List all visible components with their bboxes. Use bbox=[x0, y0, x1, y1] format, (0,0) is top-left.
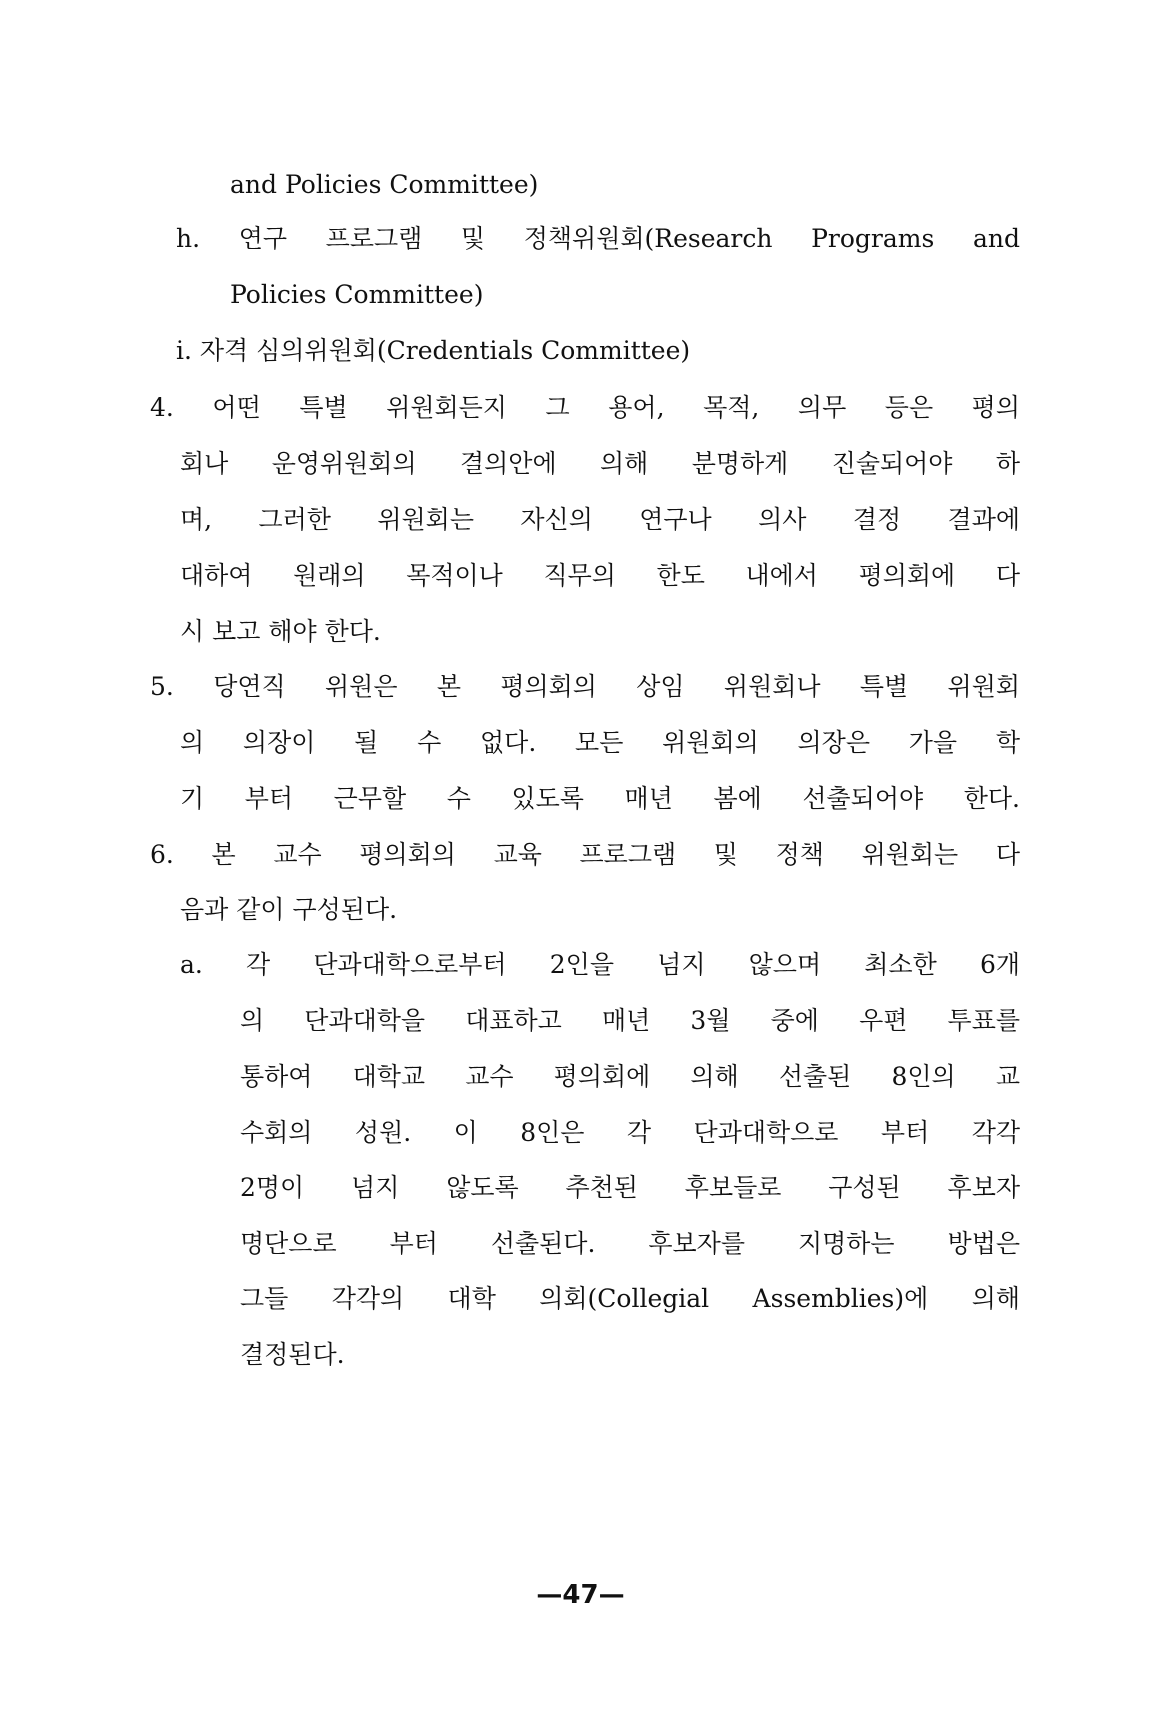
list-item-6: 6. 본 교수 평의회의 교육 프로그램 및 정책 위원회는 다 bbox=[150, 840, 1020, 869]
list-item-a: a. 각 단과대학으로부터 2인을 넘지 않으며 최소한 6개 bbox=[180, 950, 1020, 979]
text-line: 시 보고 해야 한다. bbox=[180, 617, 381, 646]
text-line: 그들 각각의 대학 의회(Collegial Assemblies)에 의해 bbox=[240, 1284, 1020, 1313]
text-line: Policies Committee) bbox=[230, 280, 484, 309]
page-number: —47— bbox=[536, 1580, 625, 1610]
text-line: 결정된다. bbox=[240, 1340, 345, 1369]
text-line: and Policies Committee) bbox=[230, 170, 539, 199]
list-item-i: i. 자격 심의위원회(Credentials Committee) bbox=[176, 336, 691, 365]
text-line: 며, 그러한 위원회는 자신의 연구나 의사 결정 결과에 bbox=[180, 505, 1020, 534]
text-line: 명단으로 부터 선출된다. 후보자를 지명하는 방법은 bbox=[240, 1229, 1020, 1258]
text-line: 의 의장이 될 수 없다. 모든 위원회의 의장은 가을 학 bbox=[180, 728, 1020, 757]
text-line: 대하여 원래의 목적이나 직무의 한도 내에서 평의회에 다 bbox=[180, 561, 1020, 590]
list-item-4: 4. 어떤 특별 위원회든지 그 용어, 목적, 의무 등은 평의 bbox=[150, 393, 1020, 422]
text-line: 2명이 넘지 않도록 추천된 후보들로 구성된 후보자 bbox=[240, 1173, 1020, 1202]
text-line: 기 부터 근무할 수 있도록 매년 봄에 선출되어야 한다. bbox=[180, 784, 1020, 813]
text-line: 수회의 성원. 이 8인은 각 단과대학으로 부터 각각 bbox=[240, 1118, 1020, 1147]
text-line: 음과 같이 구성된다. bbox=[180, 895, 398, 924]
text-line: 회나 운영위원회의 결의안에 의해 분명하게 진술되어야 하 bbox=[180, 449, 1020, 478]
text-line: 의 단과대학을 대표하고 매년 3월 중에 우편 투표를 bbox=[240, 1006, 1020, 1035]
list-item-h: h. 연구 프로그램 및 정책위원회(Research Programs and bbox=[176, 224, 1020, 253]
text-line: 통하여 대학교 교수 평의회에 의해 선출된 8인의 교 bbox=[240, 1062, 1020, 1091]
list-item-5: 5. 당연직 위원은 본 평의회의 상임 위원회나 특별 위원회 bbox=[150, 672, 1020, 701]
